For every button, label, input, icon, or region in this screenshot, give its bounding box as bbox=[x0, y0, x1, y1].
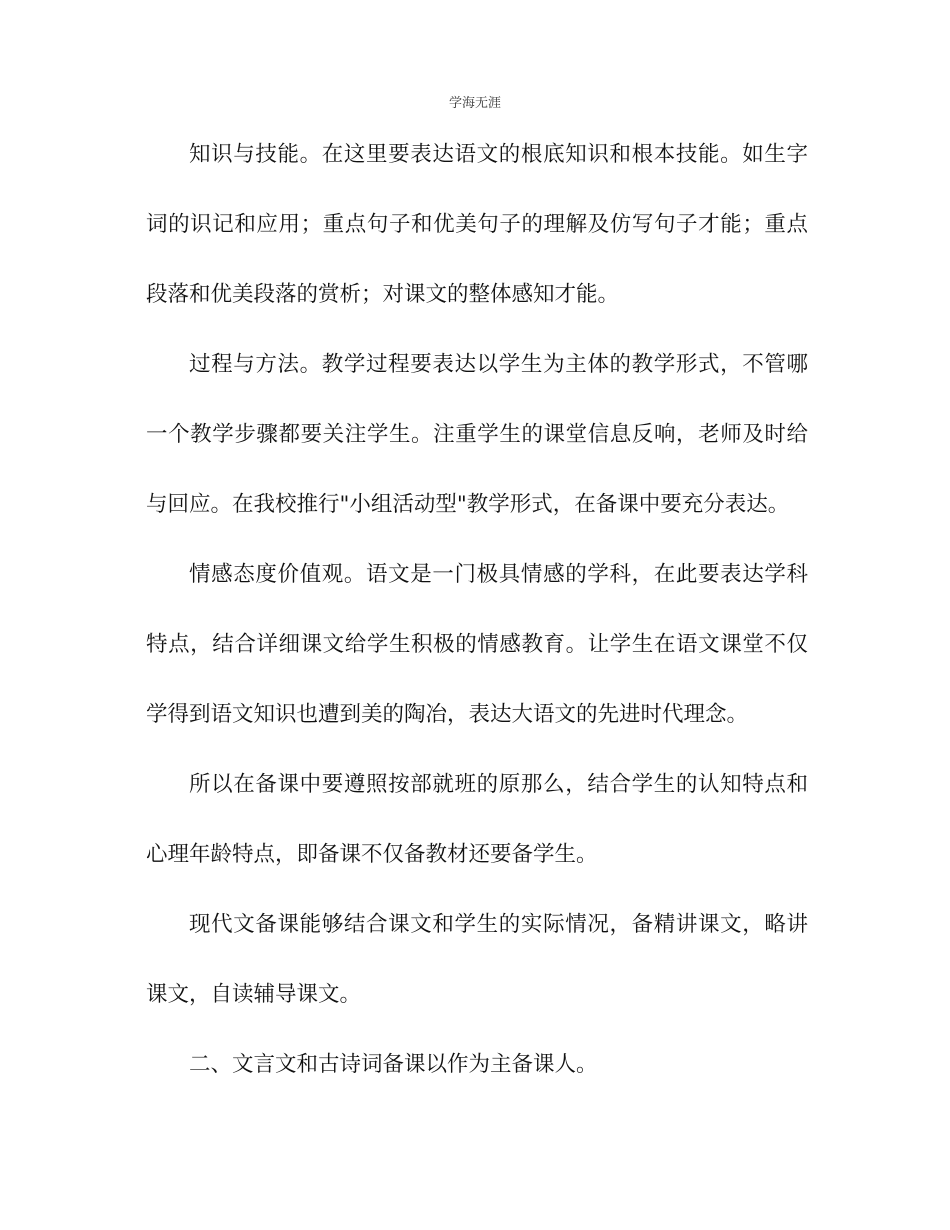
paragraph-knowledge-skills: 知识与技能。在这里要表达语文的根底知识和根本技能。如生字词的识记和应用；重点句子和优美句子的理解及仿写句子才能；重点段落和优美段落的赏析；对课文的整体感知才能。 bbox=[146, 142, 808, 307]
paragraph-prepare-principle: 所以在备课中要遵照按部就班的原那么，结合学生的认知特点和心理年龄特点，即备课不仅备教材还要备学生。 bbox=[146, 772, 808, 867]
paragraph-process-method: 过程与方法。教学过程要表达以学生为主体的教学形式，不管哪一个教学步骤都要关注学生。注重学生的课堂信息反响，老师及时给与回应。在我校推行"小组活动型"教学形式，在备课中要充分表达。 bbox=[146, 352, 808, 517]
page-header: 学海无涯 bbox=[448, 96, 501, 111]
paragraph-modern-text: 现代文备课能够结合课文和学生的实际情况，备精讲课文，略讲课文，自读辅导课文。 bbox=[146, 912, 808, 1007]
document-body bbox=[146, 120, 808, 1100]
paragraph-classical-poetry: 二、文言文和古诗词备课以作为主备课人。 bbox=[189, 1052, 598, 1077]
paragraph-emotion-values: 情感态度价值观。语文是一门极具情感的学科，在此要表达学科特点，结合详细课文给学生积极的情感教育。让学生在语文课堂不仅学得到语文知识也遭到美的陶冶，表达大语文的先进时代理念。 bbox=[146, 562, 808, 727]
